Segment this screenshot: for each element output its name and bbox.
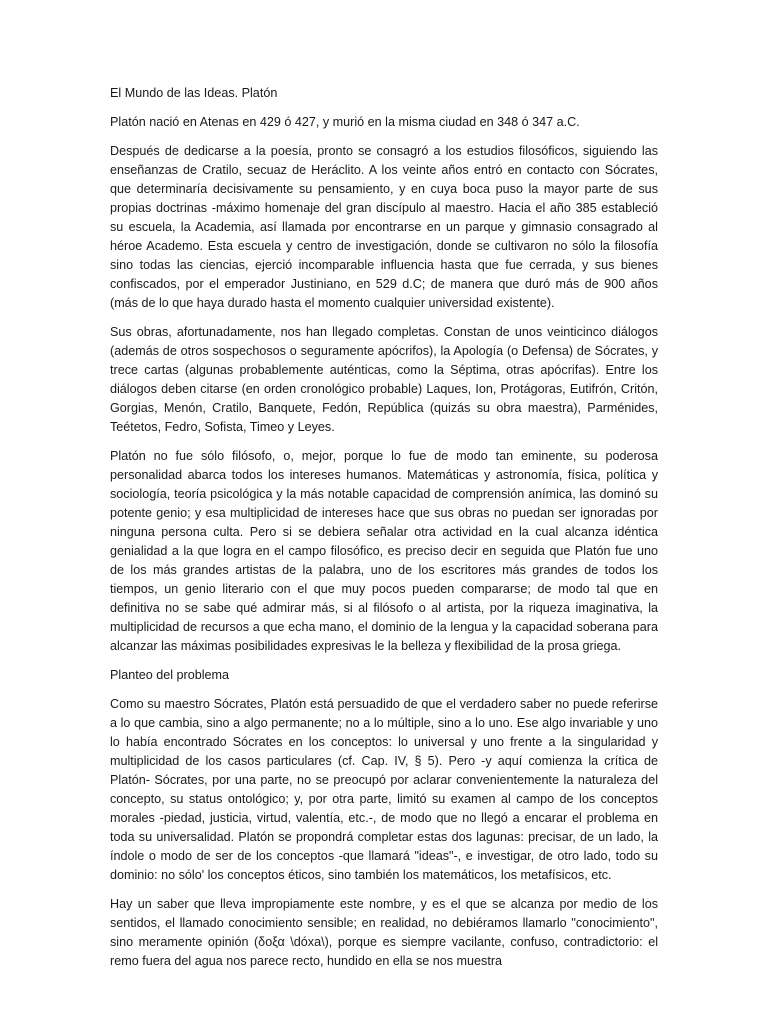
section-heading: Planteo del problema bbox=[110, 668, 230, 682]
paragraph-knowledge: Hay un saber que lleva impropiamente este nombre, y es el que se alcanza por medio de los sentidos, el llamado conocimiento sensible; en realidad, no debiéramos llamarlo "conocimiento", sino meramente opinión (δοξα \dóxa\), porque es siempre vacilante, confuso, contradictorio: el remo fuera del agua nos parece recto, hundido en ella se nos muestra bbox=[110, 897, 658, 968]
paragraph-problem: Como su maestro Sócrates, Platón está persuadido de que el verdadero saber no puede referirse a lo que cambia, sino a algo permanente; no a lo múltiple, sino a lo uno. Ese algo invariable y uno lo había encontrado Sócrates en los conceptos: lo universal y uno frente a la singularidad y multiplicidad de los casos particulares (cf. Cap. IV, § 5). Pero -y aquí comienza la crítica de Platón- Sócrates, por una parte, no se preocupó por aclarar convenientemente la naturaleza del concepto, su status ontológico; y, por otra parte, limitó su examen al campo de los conceptos morales -piedad, justicia, virtud, valentía, etc.-, de modo que no llegó a encarar el problema en toda su universalidad. Platón se propondrá completar estas dos lagunas: precisar, de un lado, la índole o modo de ser de los conceptos -que llamará "ideas"-, e investigar, de otro lado, todo su dominio: no sólo' los conceptos éticos, sino también los matemáticos, los metafísicos, etc. bbox=[110, 697, 658, 882]
paragraph-personality: Platón no fue sólo filósofo, o, mejor, porque lo fue de modo tan eminente, su poderosa personalidad abarca todos los intereses humanos. Matemáticas y astronomía, física, política y sociología, teoría psicológica y la más notable capacidad de comprensión anímica, las dominó su potente genio; y esa multiplicidad de intereses hace que sus obras no puedan ser ignoradas por ninguna persona culta. Pero si se debiera señalar otra actividad en la cual alcanza idéntica genialidad a la que logra en el campo filosófico, es preciso decir en seguida que Platón fue uno de los más grandes artistas de la palabra, uno de los escritores más grandes de todos los tiempos, un genio literario con el que muy pocos pueden compararse; de modo tal que en definitiva no se sabe qué admirar más, si al filósofo o al artista, por la riqueza imaginativa, la multiplicidad de recursos a que echa mano, el dominio de la lengua y la capacidad soberana para alcanzar las máximas posibilidades expresivas le la belleza y flexibilidad de la prosa griega. bbox=[110, 449, 658, 653]
document-title: El Mundo de las Ideas. Platón bbox=[110, 86, 278, 100]
document-page bbox=[110, 84, 658, 981]
intro-paragraph: Platón nació en Atenas en 429 ó 427, y murió en la misma ciudad en 348 ó 347 a.C. bbox=[110, 115, 580, 129]
paragraph-biography: Después de dedicarse a la poesía, pronto se consagró a los estudios filosóficos, siguiendo las enseñanzas de Cratilo, secuaz de Heráclito. A los veinte años entró en contacto con Sócrates, que determinaría decisivamente su pensamiento, y en cuya boca puso la mayor parte de sus propias doctrinas -máximo homenaje del gran discípulo al maestro. Hacia el año 385 estableció su escuela, la Academia, así llamada por encontrarse en un parque y gimnasio consagrado al héroe Academo. Esta escuela y centro de investigación, donde se cultivaron no sólo la filosofía sino todas las ciencias, ejerció incomparable influencia hasta que fue cerrada, y sus bienes confiscados, por el emperador Justiniano, en 529 d.C; de manera que duró más de 900 años (más de lo que haya durado hasta el momento cualquier universidad existente). bbox=[110, 144, 658, 310]
paragraph-works: Sus obras, afortunadamente, nos han llegado completas. Constan de unos veinticinco diálogos (además de otros sospechosos o seguramente apócrifos), la Apología (o Defensa) de Sócrates, y trece cartas (algunas probablemente auténticas, como la Séptima, otras apócrifas). Entre los diálogos deben citarse (en orden cronológico probable) Laques, Ion, Protágoras, Eutifrón, Critón, Gorgias, Menón, Cratilo, Banquete, Fedón, República (quizás su obra maestra), Parménides, Teétetos, Fedro, Sofista, Timeo y Leyes. bbox=[110, 325, 658, 434]
